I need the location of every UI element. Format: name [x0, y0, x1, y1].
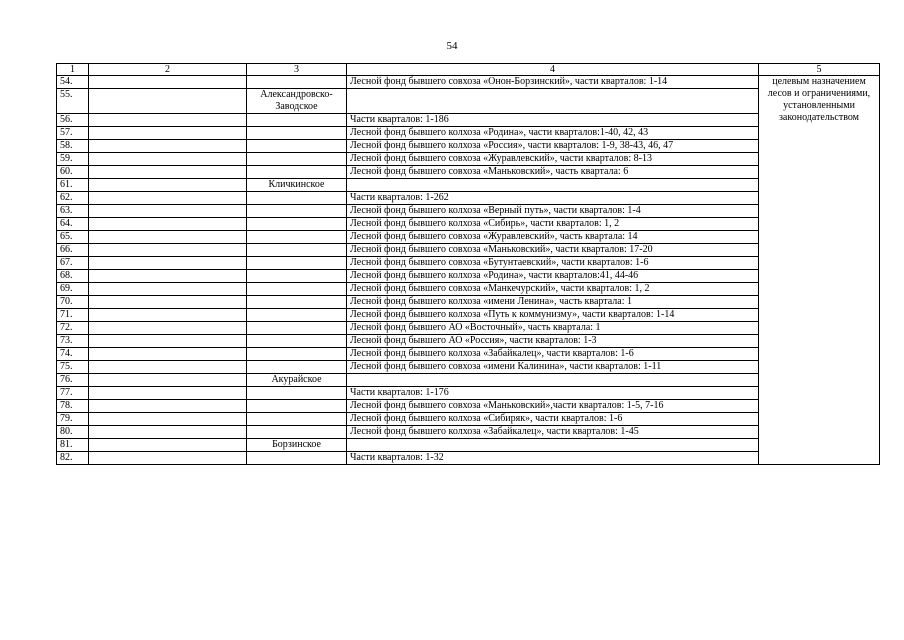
table-row [57, 114, 880, 127]
row-description: Лесной фонд бывшего совхоза «Бутунтаевский», части кварталов: 1-6 [347, 257, 759, 270]
table-row [57, 89, 880, 114]
header-col-5: 5 [759, 64, 880, 76]
row-col-2 [89, 89, 247, 114]
row-col-2 [89, 426, 247, 439]
row-description: Части кварталов: 1-262 [347, 192, 759, 205]
table-row [57, 361, 880, 374]
row-description: Лесной фонд бывшего колхоза «Забайкалец», части кварталов: 1-45 [347, 426, 759, 439]
header-col-1: 1 [57, 64, 89, 76]
row-description: Части кварталов: 1-186 [347, 114, 759, 127]
row-number: 72. [57, 322, 89, 335]
row-district [247, 270, 347, 283]
row-district [247, 244, 347, 257]
table-row [57, 140, 880, 153]
row-number: 56. [57, 114, 89, 127]
row-col-2 [89, 244, 247, 257]
row-col-2 [89, 140, 247, 153]
row-district [247, 452, 347, 465]
table-row [57, 296, 880, 309]
header-col-3: 3 [247, 64, 347, 76]
row-col-2 [89, 283, 247, 296]
table-row [57, 127, 880, 140]
row-number: 64. [57, 218, 89, 231]
table-row [57, 322, 880, 335]
row-description: Лесной фонд бывшего АО «Восточный», часть квартала: 1 [347, 322, 759, 335]
row-col-2 [89, 257, 247, 270]
table-row [57, 179, 880, 192]
row-description: Лесной фонд бывшего совхоза «Маньковский»,части кварталов: 1-5, 7-16 [347, 400, 759, 413]
row-col-2 [89, 205, 247, 218]
row-col-2 [89, 153, 247, 166]
table-row [57, 426, 880, 439]
forest-fund-table [56, 63, 880, 465]
row-description [347, 374, 759, 387]
row-description: Лесной фонд бывшего АО «Россия», части кварталов: 1-3 [347, 335, 759, 348]
table-row [57, 192, 880, 205]
row-description: Лесной фонд бывшего совхоза «Маньковский», части кварталов: 17-20 [347, 244, 759, 257]
table-body [57, 76, 880, 465]
row-col-2 [89, 218, 247, 231]
row-number: 80. [57, 426, 89, 439]
table-row [57, 309, 880, 322]
row-col-2 [89, 452, 247, 465]
row-col-2 [89, 348, 247, 361]
row-number: 82. [57, 452, 89, 465]
row-district [247, 140, 347, 153]
page-number: 54 [446, 40, 458, 52]
row-description: Лесной фонд бывшего колхоза «Путь к коммунизму», части кварталов: 1-14 [347, 309, 759, 322]
row-number: 71. [57, 309, 89, 322]
table-row [57, 439, 880, 452]
table-header-row [57, 64, 880, 76]
row-description: Лесной фонд бывшего совхоза «Онон-Борзинский», части кварталов: 1-14 [347, 76, 759, 89]
table-row [57, 400, 880, 413]
row-description: Лесной фонд бывшего совхоза «Манкечурский», части кварталов: 1, 2 [347, 283, 759, 296]
row-col-2 [89, 127, 247, 140]
row-district [247, 283, 347, 296]
row-district [247, 296, 347, 309]
row-number: 75. [57, 361, 89, 374]
row-description [347, 439, 759, 452]
row-district [247, 400, 347, 413]
row-district [247, 413, 347, 426]
row-description: Лесной фонд бывшего колхоза «Сибирь», части кварталов: 1, 2 [347, 218, 759, 231]
row-number: 63. [57, 205, 89, 218]
row-district [247, 348, 347, 361]
row-description: Лесной фонд бывшего колхоза «Родина», части кварталов:1-40, 42, 43 [347, 127, 759, 140]
row-number: 76. [57, 374, 89, 387]
row-number: 59. [57, 153, 89, 166]
row-district [247, 309, 347, 322]
row-district [247, 426, 347, 439]
row-district [247, 166, 347, 179]
row-description: Лесной фонд бывшего совхоза «имени Калинина», части кварталов: 1-11 [347, 361, 759, 374]
row-district [247, 192, 347, 205]
row-description: Части кварталов: 1-176 [347, 387, 759, 400]
table-row [57, 205, 880, 218]
row-number: 70. [57, 296, 89, 309]
row-district [247, 218, 347, 231]
row-col-2 [89, 166, 247, 179]
row-number: 54. [57, 76, 89, 89]
row-district [247, 231, 347, 244]
row-district [247, 387, 347, 400]
table-row [57, 153, 880, 166]
row-district: Борзинское [247, 439, 347, 452]
row-number: 77. [57, 387, 89, 400]
table-row [57, 374, 880, 387]
row-number: 74. [57, 348, 89, 361]
row-district [247, 205, 347, 218]
row-description: Лесной фонд бывшего колхоза «Родина», части кварталов:41, 44-46 [347, 270, 759, 283]
row-description: Лесной фонд бывшего колхоза «Верный путь», части кварталов: 1-4 [347, 205, 759, 218]
row-col-2 [89, 179, 247, 192]
row-district [247, 76, 347, 89]
row-col-2 [89, 361, 247, 374]
row-col-2 [89, 309, 247, 322]
row-col-2 [89, 296, 247, 309]
row-district [247, 257, 347, 270]
row-district [247, 153, 347, 166]
table-row [57, 387, 880, 400]
row-description: Лесной фонд бывшего колхоза «Россия», части кварталов: 1-9, 38-43, 46, 47 [347, 140, 759, 153]
row-district: Кличкинское [247, 179, 347, 192]
table-row [57, 348, 880, 361]
row-district [247, 335, 347, 348]
row-col-2 [89, 374, 247, 387]
table-row [57, 76, 880, 89]
row-number: 58. [57, 140, 89, 153]
table-row [57, 257, 880, 270]
row-number: 60. [57, 166, 89, 179]
purpose-note: целевым назначением лесов и ограничениями, установленными законодательством [759, 76, 880, 465]
table-row [57, 452, 880, 465]
row-number: 65. [57, 231, 89, 244]
row-number: 57. [57, 127, 89, 140]
row-number: 79. [57, 413, 89, 426]
row-number: 62. [57, 192, 89, 205]
row-district [247, 114, 347, 127]
row-district [247, 322, 347, 335]
row-district [247, 361, 347, 374]
table-row [57, 166, 880, 179]
row-number: 68. [57, 270, 89, 283]
row-col-2 [89, 322, 247, 335]
row-description: Части кварталов: 1-32 [347, 452, 759, 465]
row-number: 73. [57, 335, 89, 348]
row-description: Лесной фонд бывшего колхоза «имени Ленина», часть квартала: 1 [347, 296, 759, 309]
table-row [57, 413, 880, 426]
row-number: 61. [57, 179, 89, 192]
row-district: Акурайское [247, 374, 347, 387]
row-col-2 [89, 76, 247, 89]
table-row [57, 270, 880, 283]
row-col-2 [89, 114, 247, 127]
row-col-2 [89, 400, 247, 413]
row-col-2 [89, 231, 247, 244]
header-col-2: 2 [89, 64, 247, 76]
row-number: 66. [57, 244, 89, 257]
row-col-2 [89, 270, 247, 283]
row-number: 69. [57, 283, 89, 296]
row-district: Александровско-Заводское [247, 89, 347, 114]
table-row [57, 283, 880, 296]
row-district [247, 127, 347, 140]
row-number: 78. [57, 400, 89, 413]
row-col-2 [89, 387, 247, 400]
row-col-2 [89, 335, 247, 348]
row-number: 67. [57, 257, 89, 270]
table-row [57, 218, 880, 231]
table-row [57, 335, 880, 348]
row-description: Лесной фонд бывшего совхоза «Журавлевский», часть квартала: 14 [347, 231, 759, 244]
table-row [57, 231, 880, 244]
row-col-2 [89, 413, 247, 426]
row-number: 81. [57, 439, 89, 452]
row-description: Лесной фонд бывшего совхоза «Журавлевский», части кварталов: 8-13 [347, 153, 759, 166]
row-number: 55. [57, 89, 89, 114]
row-description: Лесной фонд бывшего совхоза «Маньковский», часть квартала: 6 [347, 166, 759, 179]
row-col-2 [89, 439, 247, 452]
row-description [347, 89, 759, 114]
header-col-4: 4 [347, 64, 759, 76]
row-col-2 [89, 192, 247, 205]
table-row [57, 244, 880, 257]
row-description: Лесной фонд бывшего колхоза «Сибиряк», части кварталов: 1-6 [347, 413, 759, 426]
row-description: Лесной фонд бывшего колхоза «Забайкалец», части кварталов: 1-6 [347, 348, 759, 361]
row-description [347, 179, 759, 192]
